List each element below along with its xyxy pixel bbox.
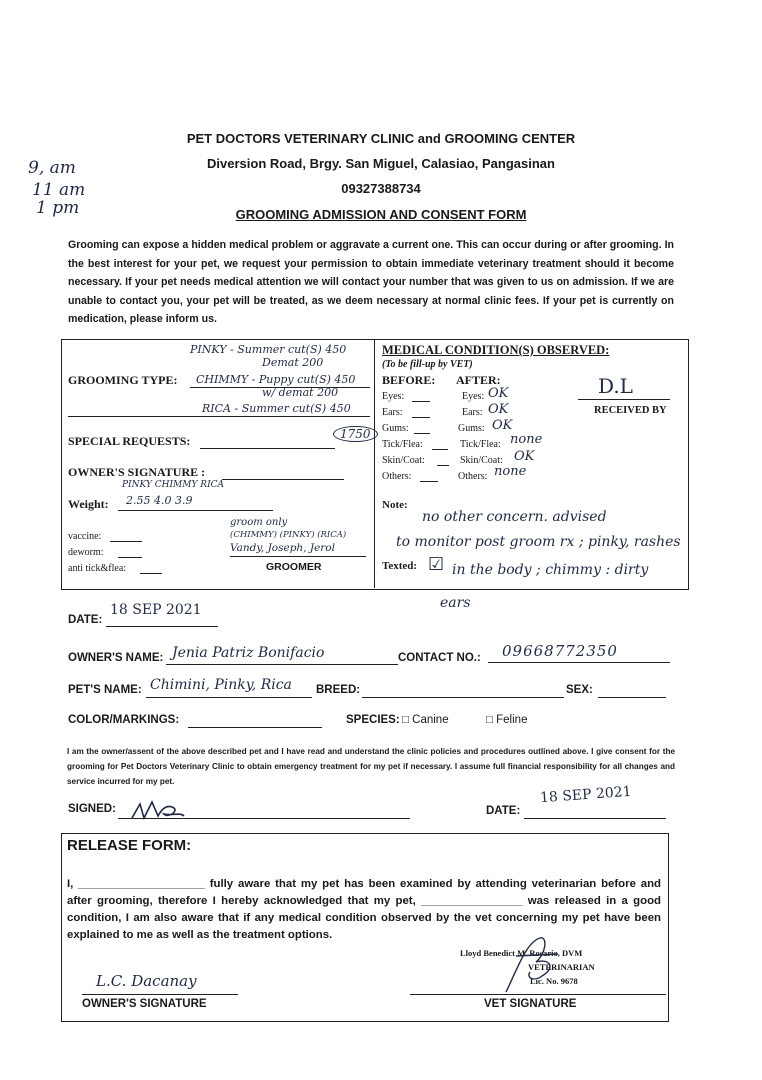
release-owner-sig-line[interactable] [82,994,238,995]
margin-note-3: 1 pm [36,198,80,218]
after-gums-label: Gums: [458,423,485,434]
sex-field[interactable] [598,697,666,698]
vet-stamp-name: Lloyd Benedict M. Rosario, DVM [460,948,583,958]
note-line-1: no other concern. advised [422,509,607,525]
deworm-label: deworm: [68,547,104,558]
date-value: 18 SEP 2021 [110,602,202,618]
clinic-address: Diversion Road, Brgy. San Miguel, Calasiao, Pangasinan [207,156,555,171]
before-eyes: Eyes: [382,391,405,402]
note-line-4: ears [440,595,471,611]
weight-field[interactable] [118,510,273,511]
grooming-entry-rica: RICA - Summer cut(S) 450 [202,402,351,415]
texted-label: Texted: [382,560,418,572]
before-others: Others: [382,471,412,482]
before-tickflea: Tick/Flea: [382,439,423,450]
form-title: GROOMING ADMISSION AND CONSENT FORM [235,207,527,222]
grooming-entry-demat: Demat 200 [262,356,324,369]
contact-label: CONTACT NO.: [398,652,481,664]
signed-date-field[interactable] [524,818,666,819]
deworm-field[interactable] [118,557,142,558]
grooming-entry-pinky: PINKY - Summer cut(S) 450 [190,343,347,356]
antitick-label: anti tick&flea: [68,563,127,574]
vaccine-label: vaccine: [68,531,102,542]
pet-name-value: Chimini, Pinky, Rica [150,677,292,693]
sex-label: SEX: [566,684,593,696]
after-others-value: none [494,464,527,479]
owner-name-field[interactable] [166,664,398,665]
received-by-initials: D.L [598,374,633,398]
vet-signature-scribble [496,932,566,998]
clinic-phone: 09327388734 [341,181,421,196]
after-tickflea-value: none [510,432,543,447]
after-skincoat-label: Skin/Coat: [460,455,503,466]
signed-label: SIGNED: [68,803,116,815]
after-ears-label: Ears: [462,407,483,418]
after-others-label: Others: [458,471,488,482]
weight-values: 2.55 4.0 3.9 [126,494,193,507]
grooming-entry-chimmy: CHIMMY - Puppy cut(S) 450 [196,373,356,386]
box-divider [374,340,375,588]
before-ears-field [412,417,430,418]
medical-title: MEDICAL CONDITION(S) OBSERVED: [382,343,610,357]
vet-stamp-title: VETERINARIAN [528,962,595,972]
vet-stamp-license: Lic. No. 9678 [530,976,578,986]
after-gums-value: OK [492,418,513,433]
before-tickflea-field [432,449,448,450]
antitick-field[interactable] [140,573,162,574]
owner-signature-field[interactable] [222,479,344,480]
contact-field[interactable] [488,662,670,663]
breed-label: BREED: [316,684,361,696]
contact-value: 09668772350 [502,642,618,660]
special-requests-label: SPECIAL REQUESTS: [68,434,191,448]
breed-field[interactable] [362,697,564,698]
before-eyes-field [412,401,430,402]
after-ears-value: OK [488,402,509,417]
before-others-field [420,481,438,482]
after-eyes-value: OK [488,386,509,401]
texted-checkbox[interactable]: ☑ [428,554,445,574]
before-label: BEFORE: [382,373,436,387]
note-line-2: to monitor post groom rx ; pinky, rashes [396,534,681,550]
color-markings-field[interactable] [188,727,322,728]
before-skincoat-field [437,465,449,466]
owner-name-label: OWNER'S NAME: [68,652,164,664]
weight-names: PINKY CHIMMY RICA [122,480,225,490]
date-label: DATE: [68,614,103,626]
signed-date-label: DATE: [486,805,521,817]
clinic-name: PET DOCTORS VETERINARY CLINIC and GROOMING CENTER [186,131,576,146]
pet-name-label: PET'S NAME: [68,684,142,696]
before-skincoat: Skin/Coat: [382,455,425,466]
before-gums-field [414,433,430,434]
after-skincoat-value: OK [514,449,535,464]
release-vet-sig-line[interactable] [410,994,666,995]
after-label: AFTER: [456,373,501,387]
groomer-label: GROOMER [266,561,322,573]
received-by-line [578,399,670,400]
intro-paragraph: Grooming can expose a hidden medical problem or aggravate a current one. This can occur during or after grooming. In the best interest for your pet, we request your permission to obtain immediate veterinary treatment should it become necessary. If your pet needs medical attention we will contact your number that was given to us on admission. If we are unable to contact you, your pet will be treated, as we deem necessary at normal clinic fees. If your pet is currently on medication, please inform us. [68,239,674,325]
signed-date-value: 18 SEP 2021 [539,783,633,807]
before-gums: Gums: [382,423,409,434]
release-title: RELEASE FORM: [67,837,192,854]
consent-paragraph: I am the owner/assent of the above described pet and I have read and understand the clinic policies and procedures outlined above. I give consent for the grooming for Pet Doctors Veterinary Clinic to obtain emergency treatment for my pet if necessary. I assume full financial responsibility for all changes and service incurred for my pet. [67,747,675,786]
release-paragraph: I, ____________________ fully aware that my pet has been examined by attending veterinarian before and after grooming, therefore I hereby acknowledged that my pet, ________________ was released in a good condition, I am also aware that if any medical condition observed by the vet concerning my pet have been explained to me as well as the treatment options. [67,878,661,941]
species-label: SPECIES: [346,714,400,726]
owner-name-value: Jenia Patriz Bonifacio [172,645,325,661]
margin-note-2: 11 am [32,180,86,200]
grooming-entry-wdemat: w/ demat 200 [262,386,339,399]
groomer-line [230,556,366,557]
after-eyes-label: Eyes: [462,391,485,402]
grooming-type-line-2 [68,416,370,417]
note-label: Note: [382,499,408,511]
margin-note-1: 9, am [28,158,76,178]
after-tickflea-label: Tick/Flea: [460,439,501,450]
note-line-3: in the body ; chimmy : dirty [452,562,649,578]
release-owner-handwritten: L.C. Dacanay [96,972,197,990]
owner-signature-scribble [128,798,188,824]
grooming-type-label: GROOMING TYPE: [68,373,178,387]
pet-name-field[interactable] [146,697,312,698]
medical-subtitle: (To be fill-up by VET) [382,359,473,370]
color-markings-label: COLOR/MARKINGS: [68,714,180,726]
special-requests-field[interactable] [200,448,335,449]
owner-signature-label: OWNER'S SIGNATURE : [68,465,206,479]
species-canine-checkbox[interactable]: □ Canine [402,714,449,726]
release-vet-sig-label: VET SIGNATURE [484,998,577,1010]
before-ears: Ears: [382,407,403,418]
date-field[interactable] [106,626,218,627]
release-owner-sig-label: OWNER'S SIGNATURE [82,998,207,1010]
grooming-total: 1750 [333,426,378,442]
weight-label: Weight: [68,497,109,511]
species-feline-checkbox[interactable]: □ Feline [486,714,528,726]
groomer-note-2: (CHIMMY) (PINKY) (RICA) [230,530,347,540]
vaccine-field[interactable] [110,541,142,542]
groomer-note-1: groom only [230,517,288,528]
received-by-label: RECEIVED BY [594,405,667,416]
groomer-note-3: Vandy, Joseph, Jerol [230,542,335,554]
